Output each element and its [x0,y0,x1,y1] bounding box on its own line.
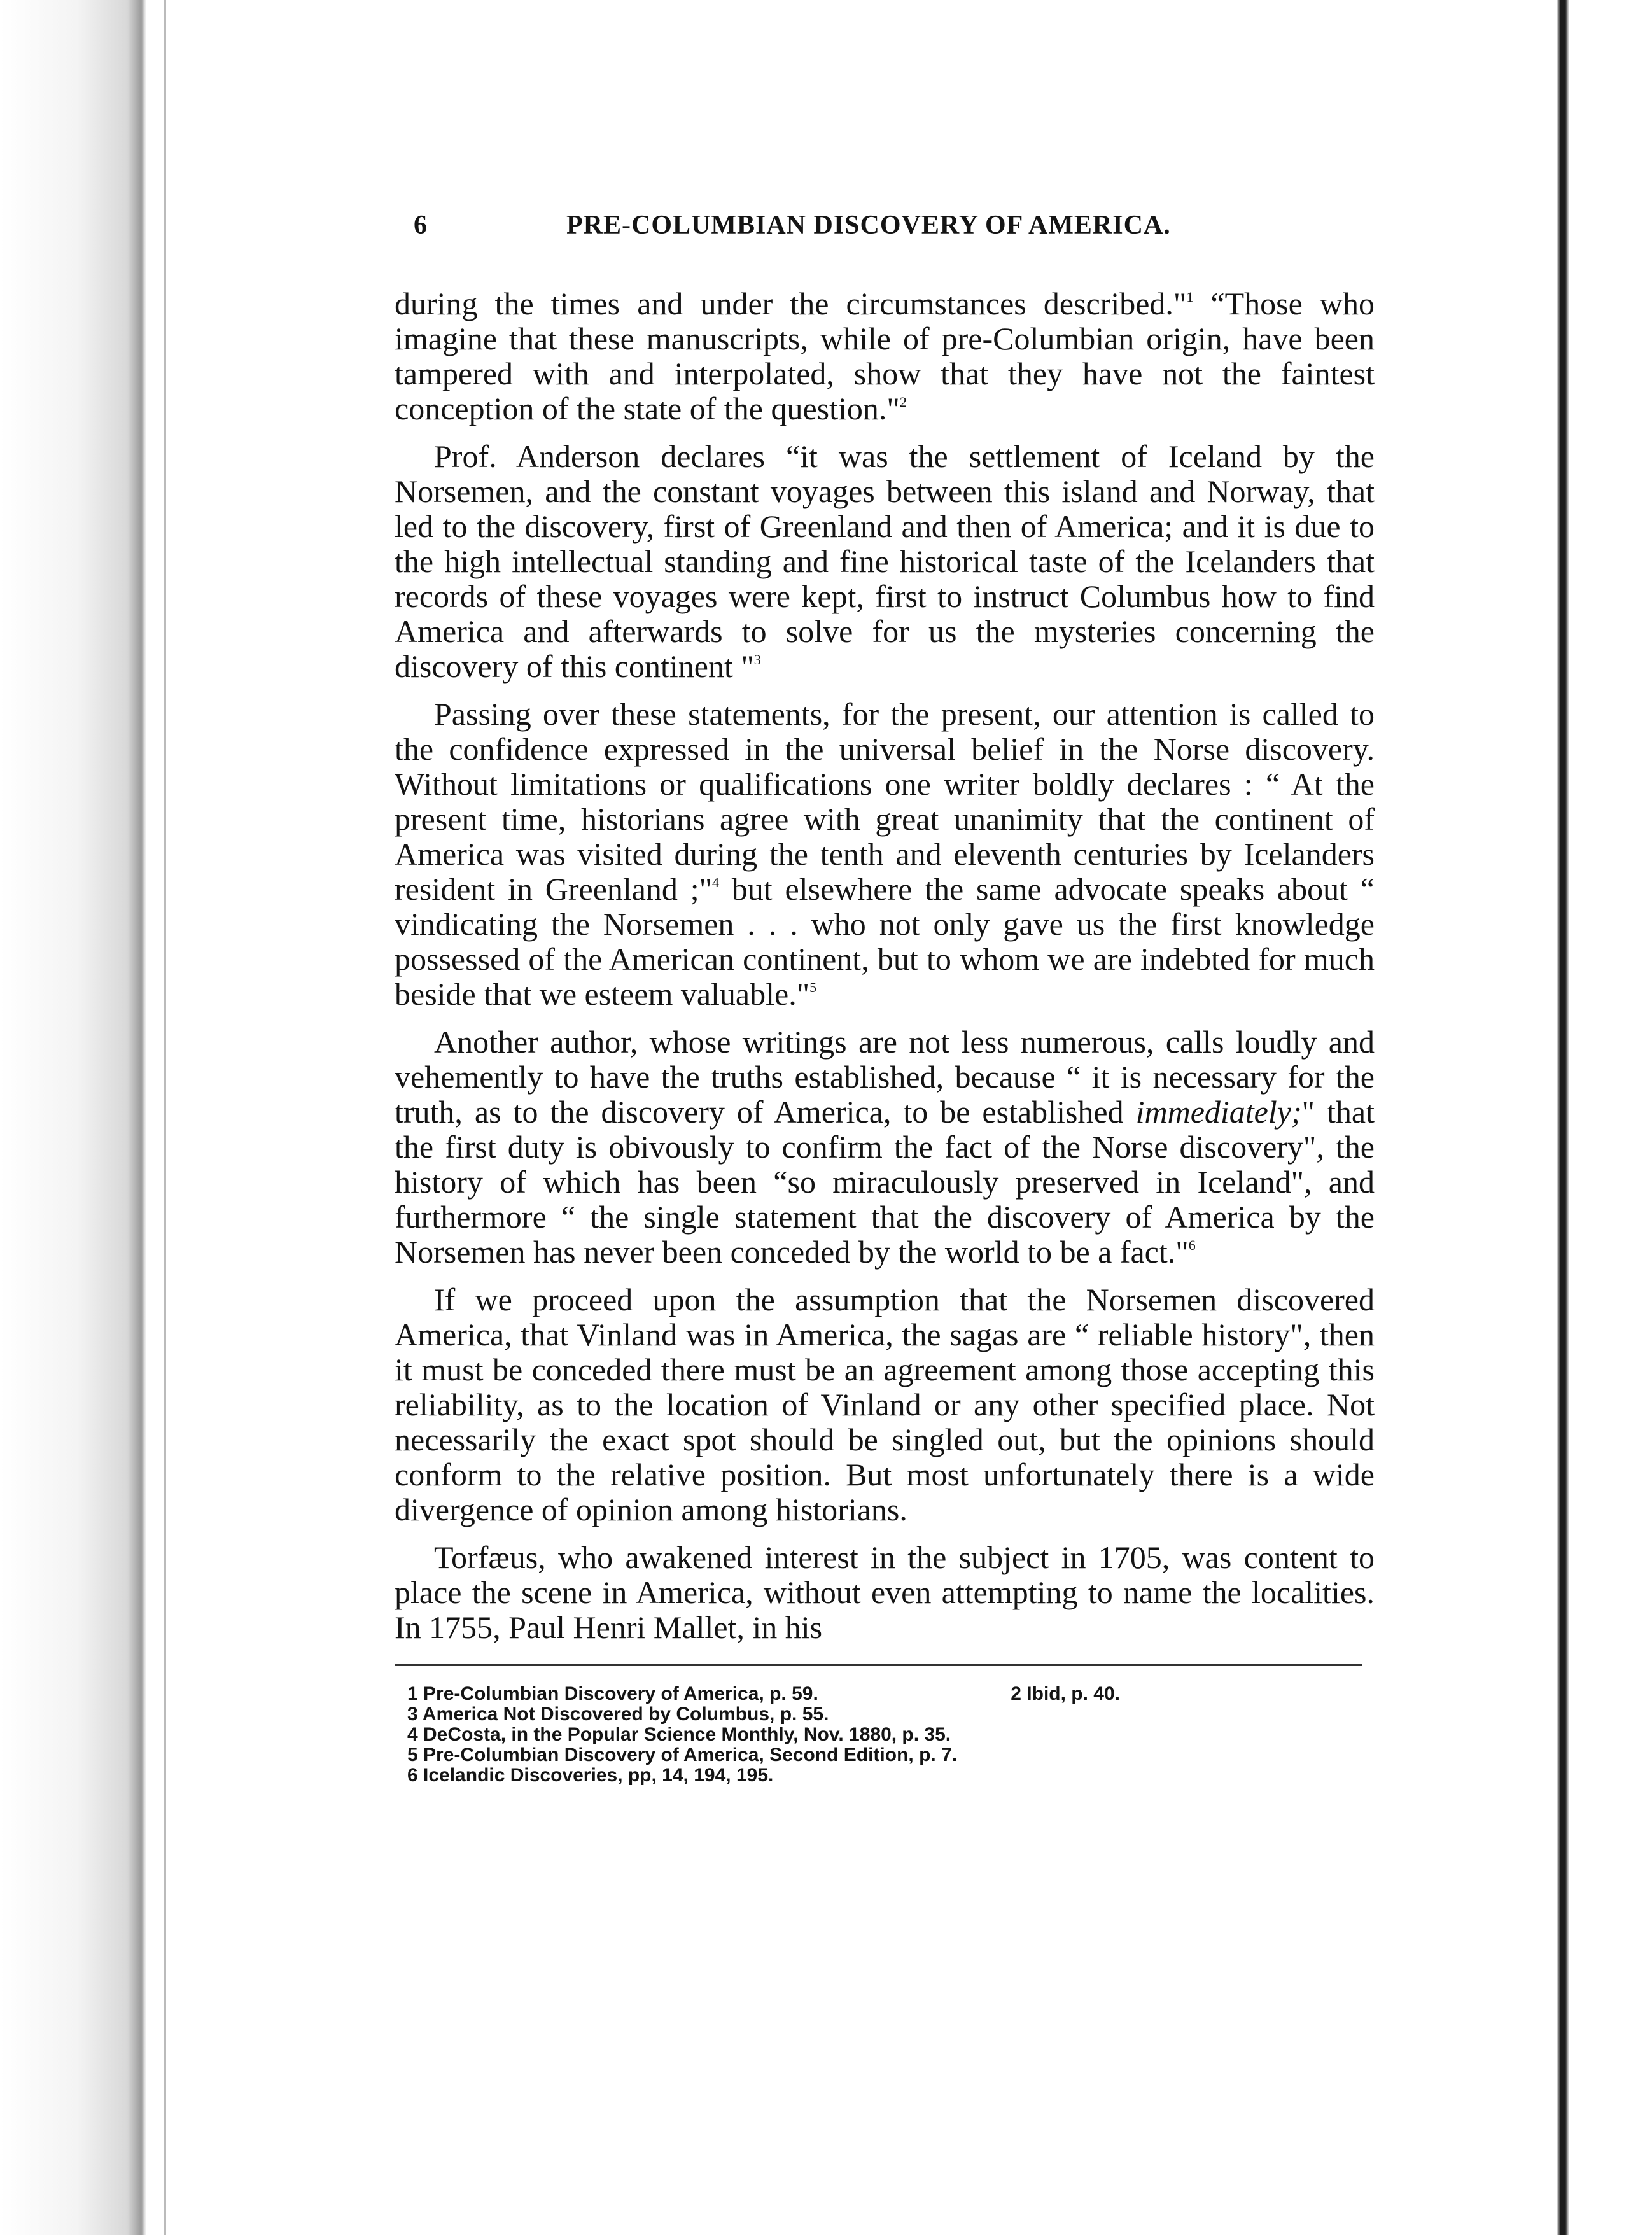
paragraph-text: If we proceed upon the assumption that the Norsemen discovered America, that Vinland was in America, the sagas are “ reliable history", then it must be conceded there must be an agreement among those accepting this reliability, as to the location of Vinland or any other specified place. Not necessarily the exact spot should be singled out, but the opinions should conform to the relative position. But most unfortunately there is a wide divergence of opinion among historians. [395,1282,1375,1527]
running-title: PRE-COLUMBIAN DISCOVERY OF AMERICA. [566,211,1171,240]
paragraph-text: during the times and under the circumstances described." [395,286,1187,321]
paragraph-2 [395,439,1375,684]
paragraph-text: but elsewhere the same advocate speaks about “ vindicating the Norsemen . . . who not only gave us the first knowledge possessed of the American continent, but to whom we are indebted for much beside that we esteem valuable." [395,871,1375,1012]
paragraph-text: “Those who imagine that these manuscripts, while of pre-Columbian origin, have been tampered with and interpolated, show that they have not the faintest conception of the state of the question." [395,286,1375,426]
footnote-ref: 3 [753,652,761,668]
page-edge [1544,0,1652,2235]
footnote-4: 4 DeCosta, in the Popular Science Monthly, Nov. 1880, p. 35. [407,1724,951,1745]
paragraph-6 [395,1540,1375,1645]
footnote-5: 5 Pre-Columbian Discovery of America, Second Edition, p. 7. [407,1744,958,1765]
footnote-3: 3 America Not Discovered by Columbus, p. 55. [407,1704,829,1725]
paragraph-1 [395,286,1375,426]
paragraph-text: Torfæus, who awakened interest in the subject in 1705, was content to place the scene in America, without even attempting to name the localities. In 1755, Paul Henri Mallet, in his [395,1539,1375,1645]
paragraph-4 [395,1025,1375,1270]
footnote-ref: 4 [712,874,720,890]
book-page [395,210,1375,1786]
footnotes [395,1684,1375,1786]
footnote-ref: 1 [1186,289,1194,305]
emphasis: immediately; [1135,1094,1302,1130]
running-head [395,210,1375,255]
binding-shadow [0,0,146,2235]
page-number: 6 [414,211,427,240]
page-margin-line [164,0,166,2235]
paragraph-text: " that the first duty is obivously to confirm the fact of the Norse discovery", the history of which has been “so miraculously preserved in Iceland", and furthermore “ the single statement that the discovery of America by the Norsemen has never been conceded by the world to be a fact." [395,1094,1375,1270]
footnote-6: 6 Icelandic Discoveries, pp, 14, 194, 195. [407,1765,774,1786]
paragraph-text: Passing over these statements, for the present, our attention is called to the confidence expressed in the universal belief in the Norse discovery. Without limitations or qualifications one writer boldly declares : “ At the present time, historians agree with great unanimity that the continent of America was visited during the tenth and eleventh centuries by Icelanders resident in Greenland ;" [395,696,1375,907]
footnote-2: 2 Ibid, p. 40. [1011,1683,1120,1704]
paragraph-3 [395,697,1375,1012]
paragraph-text: Another author, whose writings are not less numerous, calls loudly and vehemently to have the truths established, because “ it is necessary for the truth, as to the discovery of America, to be established [395,1024,1375,1130]
footnote-1: 1 Pre-Columbian Discovery of America, p. 59. [407,1683,818,1704]
footnote-rule [395,1664,1362,1666]
paragraph-5 [395,1282,1375,1527]
footnote-ref: 5 [809,979,817,995]
body-text [395,286,1375,1645]
footnote-ref: 2 [899,394,907,410]
footnote-ref: 6 [1188,1237,1196,1253]
footnote-row [407,1684,1120,1704]
paragraph-text: Prof. Anderson declares “it was the settlement of Iceland by the Norsemen, and the constant voyages between this island and Norway, that led to the discovery, first of Greenland and then of America; and it is due to the high intellectual standing and fine historical taste of the Icelanders that records of these voyages were kept, first to instruct Columbus how to find America and afterwards to solve for us the mysteries concerning the discovery of this continent " [395,438,1375,684]
